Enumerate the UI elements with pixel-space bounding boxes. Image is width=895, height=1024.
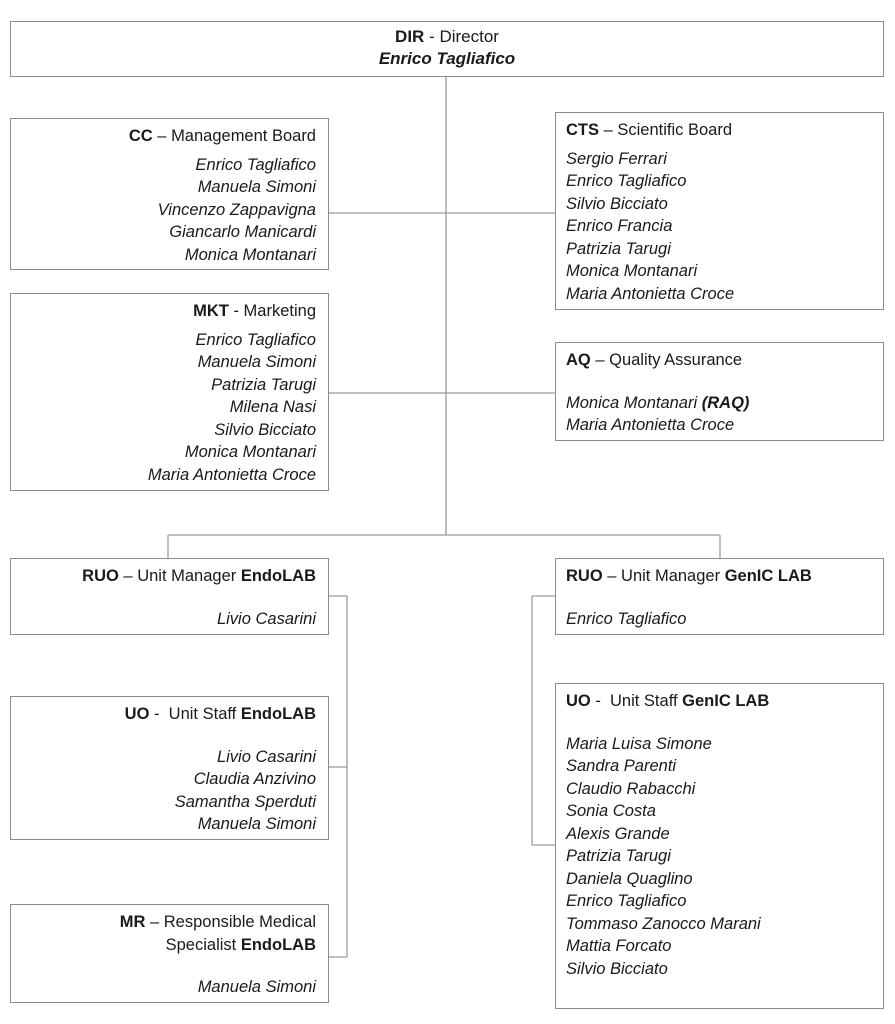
member-name: Patrizia Tarugi: [211, 375, 316, 394]
uo-genic-role: Unit Staff: [610, 692, 678, 710]
cts-box: [555, 112, 884, 310]
member-name: Manuela Simoni: [197, 353, 316, 371]
ruo-genic-members: [566, 608, 871, 631]
aq-box: [555, 342, 884, 441]
uo-endolab-role: Unit Staff: [168, 705, 237, 723]
cc-role: Management Board: [171, 127, 316, 145]
member-name: Claudio Rabacchi: [566, 779, 696, 798]
aq-separator: –: [590, 351, 610, 369]
uo-genic-box: [555, 683, 884, 1009]
member-name: Enrico Francia: [566, 217, 673, 235]
member-name: Manuela Simoni: [197, 178, 316, 196]
member-name: Giancarlo Manicardi: [169, 223, 316, 241]
aq-raq-tag: (RAQ): [701, 393, 750, 412]
member-name: Milena Nasi: [229, 398, 316, 416]
mr-title-line1: [23, 911, 316, 934]
member-name: Alexis Grande: [566, 824, 670, 843]
cts-title: [566, 119, 871, 142]
member-name: Claudia Anzivino: [193, 770, 316, 788]
member-name: Silvio Bicciato: [214, 420, 316, 439]
member-name: Manuela Simoni: [197, 815, 316, 833]
mr-role-line1: Responsible Medical: [163, 913, 316, 931]
mr-unit: EndoLAB: [240, 935, 316, 954]
member-name: Monica Montanari: [566, 262, 698, 280]
cc-box: [10, 118, 329, 270]
uo-endolab-title: [23, 703, 316, 726]
member-name: Mattia Forcato: [566, 937, 672, 955]
member-name: Daniela Quaglino: [566, 869, 693, 888]
mkt-separator: -: [228, 302, 244, 320]
ruo-endolab-separator: –: [118, 567, 138, 585]
director-box: [10, 21, 884, 77]
ruo-endolab-box: [10, 558, 329, 635]
aq-members: [566, 414, 871, 437]
director-title: [11, 26, 883, 48]
member-name: Monica Montanari: [184, 443, 316, 461]
mr-role-line2: Specialist: [165, 935, 237, 954]
member-name: Tommaso Zanocco Marani: [566, 914, 761, 933]
member-name: Sonia Costa: [566, 802, 656, 820]
member-name: Enrico Tagliafico: [566, 172, 687, 190]
member-name: Enrico Tagliafico: [566, 892, 687, 910]
uo-endolab-members: [23, 746, 316, 836]
ruo-genic-box: [555, 558, 884, 635]
cts-code: CTS: [566, 121, 599, 139]
cts-role: Scientific Board: [617, 121, 732, 139]
member-name: Livio Casarini: [216, 609, 316, 628]
member-name: Silvio Bicciato: [566, 959, 668, 978]
uo-endolab-code: UO: [124, 705, 150, 723]
ruo-genic-role: Unit Manager: [621, 567, 721, 585]
mkt-title: [23, 300, 316, 323]
mkt-code: MKT: [193, 302, 229, 320]
member-name: Manuela Simoni: [197, 978, 316, 996]
cc-title: [23, 125, 316, 148]
uo-endolab-unit: EndoLAB: [240, 705, 316, 723]
member-name: Maria Luisa Simone: [566, 734, 712, 753]
cts-members: [566, 148, 871, 306]
cc-separator: –: [152, 127, 172, 145]
member-name: Vincenzo Zappavigna: [157, 200, 316, 219]
member-name: Silvio Bicciato: [566, 194, 668, 213]
member-name: Sergio Ferrari: [566, 149, 667, 168]
uo-endolab-separator: -: [149, 705, 169, 723]
director-name: Enrico Tagliafico: [378, 49, 516, 68]
mr-code: MR: [119, 913, 146, 931]
uo-genic-title: [566, 690, 871, 713]
uo-genic-members: [566, 733, 871, 981]
uo-endolab-box: [10, 696, 329, 840]
cts-separator: –: [599, 121, 618, 139]
mkt-box: [10, 293, 329, 491]
aq-code: AQ: [566, 351, 591, 369]
cc-code: CC: [128, 127, 153, 145]
member-name: Maria Antonietta Croce: [566, 284, 735, 303]
member-name: Livio Casarini: [216, 747, 316, 766]
ruo-endolab-code: RUO: [82, 567, 119, 585]
director-code: DIR: [395, 27, 425, 46]
ruo-endolab-title: [23, 565, 316, 588]
member-name: Samantha Sperduti: [174, 792, 316, 811]
mr-title-line2: [23, 934, 316, 957]
member-name: Patrizia Tarugi: [566, 239, 671, 258]
member-name: Sandra Parenti: [566, 757, 677, 775]
aq-raq-name: Monica Montanari: [566, 393, 698, 412]
uo-genic-code: UO: [566, 692, 591, 710]
member-name: Patrizia Tarugi: [566, 847, 671, 865]
mr-members: [23, 976, 316, 999]
ruo-genic-code: RUO: [566, 567, 603, 585]
member-name: Enrico Tagliafico: [566, 609, 687, 628]
director-separator: -: [424, 27, 440, 46]
member-name: Monica Montanari: [184, 245, 316, 264]
mr-box: [10, 904, 329, 1003]
mr-separator: –: [145, 913, 164, 931]
uo-genic-separator: -: [590, 692, 610, 710]
member-name: Maria Antonietta Croce: [147, 465, 316, 484]
ruo-endolab-role: Unit Manager: [137, 567, 237, 585]
uo-genic-unit: GenIC LAB: [682, 692, 770, 710]
aq-title: [566, 349, 871, 372]
cc-members: [23, 154, 316, 267]
ruo-genic-unit: GenIC LAB: [724, 567, 812, 585]
mkt-members: [23, 329, 316, 487]
aq-role: Quality Assurance: [609, 351, 743, 369]
aq-raq-line: [566, 392, 871, 415]
mkt-role: Marketing: [243, 302, 316, 320]
ruo-endolab-members: [23, 608, 316, 631]
member-name: Enrico Tagliafico: [195, 330, 316, 349]
ruo-genic-separator: –: [602, 567, 622, 585]
director-role: Director: [439, 27, 499, 46]
member-name: Enrico Tagliafico: [195, 155, 316, 174]
member-name: Maria Antonietta Croce: [566, 416, 735, 434]
ruo-endolab-unit: EndoLAB: [240, 567, 316, 585]
ruo-genic-title: [566, 565, 871, 588]
